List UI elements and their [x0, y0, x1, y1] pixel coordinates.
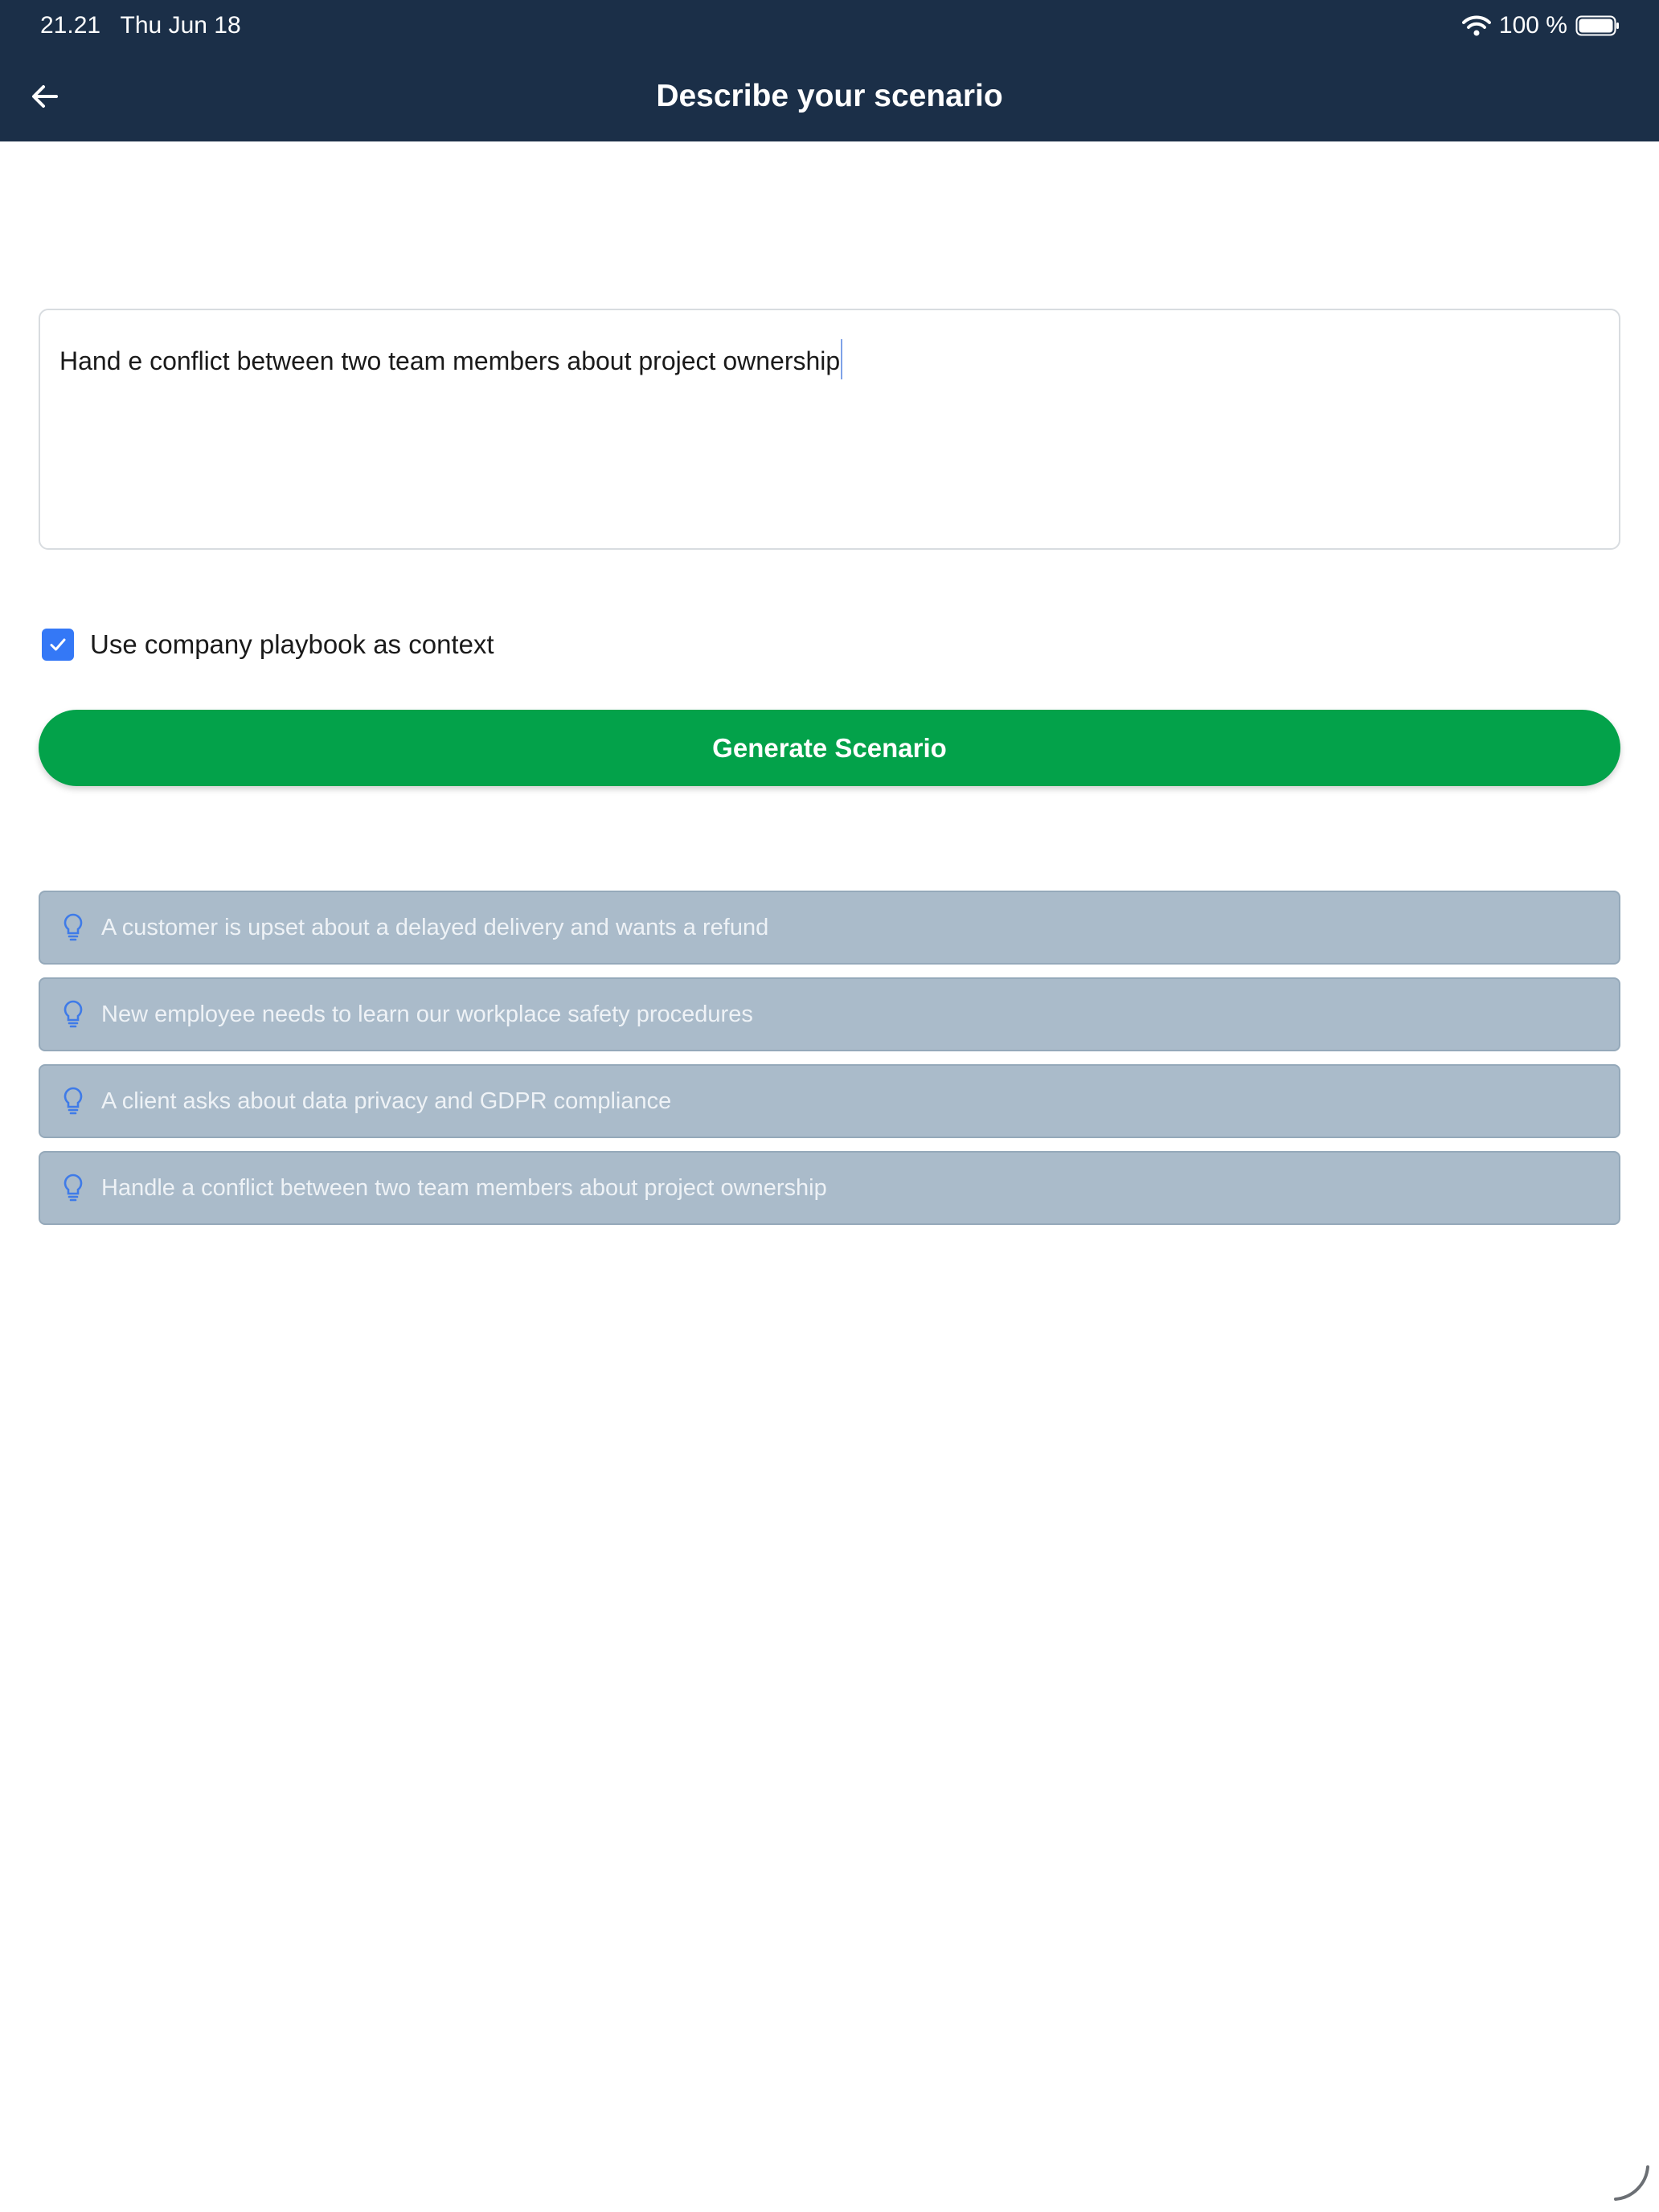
battery-percentage: 100 % — [1498, 12, 1567, 39]
status-date: Thu Jun 18 — [120, 12, 241, 39]
scenario-input-text: Hand e conflict between two team members about project ownership — [59, 346, 841, 375]
suggestion-text: A client asks about data privacy and GDPR compliance — [101, 1088, 672, 1114]
suggestion-text: New employee needs to learn our workplace safety procedures — [101, 1001, 753, 1027]
status-time: 21.21 — [40, 12, 101, 39]
lightbulb-icon — [61, 1173, 85, 1203]
loading-spinner-icon — [1611, 2164, 1653, 2206]
suggestion-list — [39, 891, 1620, 1238]
playbook-checkbox-label: Use company playbook as context — [90, 629, 494, 659]
suggestion-item[interactable] — [39, 1064, 1620, 1138]
wifi-icon — [1462, 14, 1491, 37]
suggestion-item[interactable] — [39, 891, 1620, 965]
app-header — [0, 0, 1659, 141]
playbook-checkbox[interactable] — [42, 629, 74, 661]
generate-scenario-button[interactable]: Generate Scenario — [39, 710, 1620, 786]
page-title: Describe your scenario — [656, 79, 1003, 113]
text-cursor — [841, 339, 842, 379]
lightbulb-icon — [61, 1086, 85, 1116]
status-bar-right — [1462, 11, 1620, 40]
status-bar-clock — [40, 11, 241, 40]
playbook-checkbox-row[interactable] — [42, 628, 494, 662]
suggestion-text: Handle a conflict between two team members about project ownership — [101, 1174, 827, 1201]
checkmark-icon — [47, 633, 69, 656]
suggestion-text: A customer is upset about a delayed delivery and wants a refund — [101, 914, 769, 940]
lightbulb-icon — [61, 999, 85, 1030]
scenario-description-input[interactable] — [39, 309, 1620, 550]
battery-icon — [1575, 14, 1620, 37]
suggestion-item[interactable] — [39, 1151, 1620, 1225]
lightbulb-icon — [61, 912, 85, 943]
suggestion-item[interactable] — [39, 977, 1620, 1051]
